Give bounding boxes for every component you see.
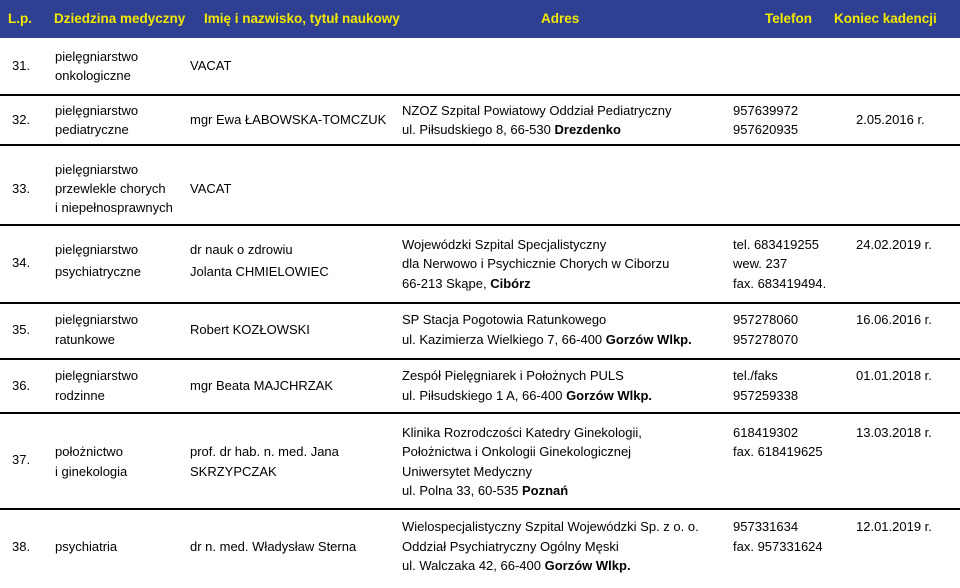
academic-title: prof. dr hab. n. med. xyxy=(190,444,308,459)
address-line: dla Nerwowo i Psychicznie Chorych w Ciborzu xyxy=(402,256,670,271)
phone-line: 618419302 xyxy=(733,425,799,440)
address-city: Cibórz xyxy=(490,276,531,291)
address-line: Wojewódzki Szpital Specjalistyczny xyxy=(402,237,607,252)
address-line xyxy=(402,120,621,140)
field-line: i ginekologia xyxy=(55,464,128,479)
address-city: Drezdenko xyxy=(554,122,621,137)
table-row xyxy=(0,146,960,224)
table-header xyxy=(0,0,960,38)
row-number: 33. xyxy=(12,181,31,196)
field-line: ratunkowe xyxy=(55,332,115,347)
phone-line: fax. 683419494. xyxy=(733,276,827,291)
row-number: 32. xyxy=(12,112,31,127)
phone-line: 957278060 xyxy=(733,312,799,327)
header-address: Adres xyxy=(541,11,580,26)
field-line: pielęgniarstwo xyxy=(55,162,139,177)
table-row xyxy=(0,96,960,144)
first-name: Jana xyxy=(310,444,339,459)
name: Robert KOZŁOWSKI xyxy=(190,322,310,337)
address-line: Wielospecjalistyczny Szpital Wojewódzki Sp. z o. o. xyxy=(402,519,699,534)
phone-line: 957259338 xyxy=(733,388,799,403)
address-street: ul. Kazimierza Wielkiego 7, 66-400 xyxy=(402,332,603,347)
name-surname: Władysław Sterna xyxy=(252,539,357,554)
field-line: pielęgniarstwo xyxy=(55,49,139,64)
field-line: onkologiczne xyxy=(55,68,131,83)
name: VACAT xyxy=(190,58,232,73)
row-number: 37. xyxy=(12,452,31,467)
field-line: pielęgniarstwo xyxy=(55,312,139,327)
term-end: 12.01.2019 r. xyxy=(856,519,932,534)
row-number: 34. xyxy=(12,255,31,270)
address-street: ul. Piłsudskiego 8, 66-530 xyxy=(402,122,551,137)
address-street: ul. Walczaka 42, 66-400 xyxy=(402,558,541,573)
address-line: Klinika Rozrodczości Katedry Ginekologii, xyxy=(402,425,642,440)
address-city: Poznań xyxy=(522,483,569,498)
address-street: ul. Piłsudskiego 1 A, 66-400 xyxy=(402,388,563,403)
phone-line: wew. 237 xyxy=(733,256,788,271)
address-line xyxy=(402,386,652,406)
address-line: Oddział Psychiatryczny Ogólny Męski xyxy=(402,539,619,554)
address-city: Gorzów Wlkp. xyxy=(566,388,653,403)
row-number: 36. xyxy=(12,378,31,393)
name xyxy=(190,376,333,396)
header-field: Dziedzina medyczny xyxy=(54,11,186,26)
name-surname: Ewa ŁABOWSKA-TOMCZUK xyxy=(216,112,387,127)
address-street: 66-213 Skąpe, xyxy=(402,276,487,291)
term-end: 13.03.2018 r. xyxy=(856,425,932,440)
header-phone: Telefon xyxy=(765,11,812,26)
table-row xyxy=(0,414,960,508)
phone-line: fax. 618419625 xyxy=(733,444,823,459)
name-surname: MAJCHRZAK xyxy=(253,378,334,393)
field-line: i niepełnosprawnych xyxy=(55,200,173,215)
name: VACAT xyxy=(190,181,232,196)
address-line xyxy=(402,274,531,294)
address-city: Gorzów Wlkp. xyxy=(605,332,692,347)
table-row xyxy=(0,304,960,358)
address-street: ul. Polna 33, 60-535 xyxy=(402,483,519,498)
name-title xyxy=(190,442,339,462)
phone-line: fax. 957331624 xyxy=(733,539,823,554)
address-line: Uniwersytet Medyczny xyxy=(402,464,533,479)
row-number: 31. xyxy=(12,58,31,73)
field-line: psychiatryczne xyxy=(55,264,141,279)
name: SKRZYPCZAK xyxy=(190,464,277,479)
table-row xyxy=(0,360,960,412)
field-line: pielęgniarstwo xyxy=(55,242,139,257)
name-title: mgr xyxy=(190,112,213,127)
term-end: 2.05.2016 r. xyxy=(856,112,925,127)
phone-line: 957639972 xyxy=(733,103,799,118)
address-line xyxy=(402,481,568,501)
phone-line: 957620935 xyxy=(733,122,799,137)
name xyxy=(190,537,356,557)
field-line: pielęgniarstwo xyxy=(55,368,139,383)
field-line: położnictwo xyxy=(55,444,123,459)
header-end: Koniec kadencji xyxy=(834,11,937,26)
name-title: dr nauk o zdrowiu xyxy=(190,242,293,257)
table-row xyxy=(0,38,960,94)
address-line: NZOZ Szpital Powiatowy Oddział Pediatryczny xyxy=(402,103,672,118)
header-lp: L.p. xyxy=(8,11,32,26)
header-name: Imię i nazwisko, tytuł naukowy xyxy=(204,11,400,26)
address-line: SP Stacja Pogotowia Ratunkowego xyxy=(402,312,607,327)
field-line: pielęgniarstwo xyxy=(55,103,139,118)
term-end: 16.06.2016 r. xyxy=(856,312,932,327)
field-line: psychiatria xyxy=(55,539,118,554)
field-line: pediatryczne xyxy=(55,122,129,137)
name: Jolanta CHMIELOWIEC xyxy=(190,264,329,279)
field-line: rodzinne xyxy=(55,388,105,403)
phone-line: tel./faks xyxy=(733,368,778,383)
phone-line: tel. 683419255 xyxy=(733,237,820,252)
address-line: Położnictwa i Onkologii Ginekologicznej xyxy=(402,444,632,459)
phone-line: 957278070 xyxy=(733,332,799,347)
table-row xyxy=(0,510,960,588)
field-line: przewlekle chorych xyxy=(55,181,166,196)
row-number: 35. xyxy=(12,322,31,337)
name-title: mgr Beata xyxy=(190,378,250,393)
row-number: 38. xyxy=(12,539,31,554)
table-row xyxy=(0,226,960,302)
address-line xyxy=(402,556,631,576)
term-end: 24.02.2019 r. xyxy=(856,237,932,252)
address-city: Gorzów Wlkp. xyxy=(544,558,631,573)
name xyxy=(190,110,386,130)
term-end: 01.01.2018 r. xyxy=(856,368,932,383)
name-title: dr n. med. xyxy=(190,539,249,554)
address-line xyxy=(402,330,692,350)
phone-line: 957331634 xyxy=(733,519,799,534)
address-line: Zespół Pielęgniarek i Położnych PULS xyxy=(402,368,624,383)
